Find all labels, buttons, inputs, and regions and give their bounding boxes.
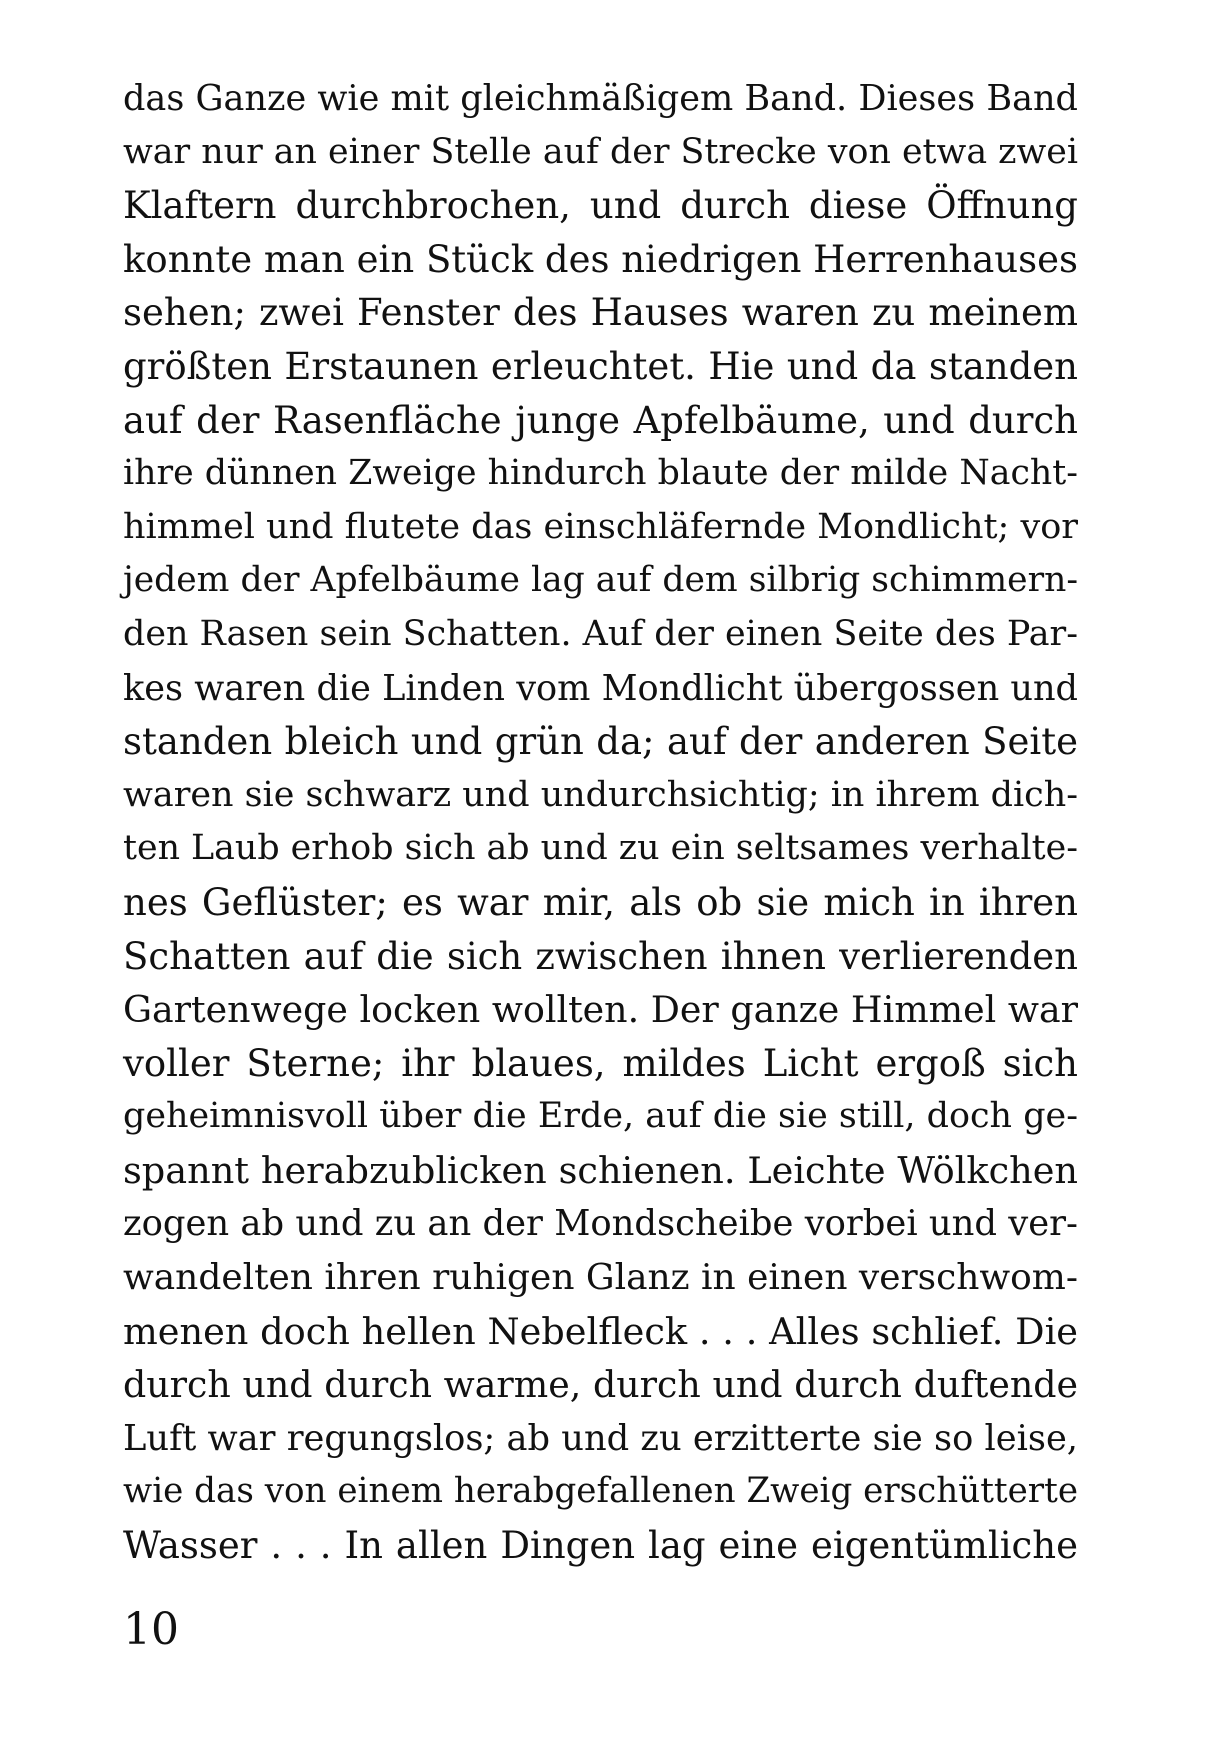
text-line: konnte man ein Stück des niedrigen Herrenhauses	[123, 237, 1079, 281]
text-line: durch und durch warme, durch und durch duftende	[123, 1363, 1078, 1407]
text-line: menen doch hellen Nebelfleck . . . Alles schlief. Die	[123, 1309, 1078, 1353]
text-line: spannt herabzublicken schienen. Leichte Wölkchen	[123, 1148, 1078, 1192]
text-line: jedem der Apfelbäume lag auf dem silbrig schimmern-	[123, 560, 1078, 601]
text-line: Luft war regungslos; ab und zu erzitterte sie so leise,	[123, 1417, 1078, 1459]
text-line: auf der Rasenfläche junge Apfelbäume, und durch	[123, 398, 1078, 442]
text-line: größten Erstaunen erleuchtet. Hie und da standen	[123, 344, 1078, 388]
text-line: Gartenwege locken wollten. Der ganze Himmel war	[123, 988, 1078, 1032]
text-line: himmel und flutete das einschläfernde Mondlicht; vor	[123, 506, 1078, 547]
text-line: standen bleich und grün da; auf der anderen Seite	[123, 720, 1078, 764]
text-line: kes waren die Linden vom Mondlicht übergossen und	[123, 667, 1078, 709]
text-line: wie das von einem herabgefallenen Zweig erschütterte	[123, 1471, 1078, 1512]
text-line: ten Laub erhob sich ab und zu ein seltsames verhalte-	[123, 828, 1078, 869]
text-line: sehen; zwei Fenster des Hauses waren zu meinem	[123, 291, 1078, 335]
text-line: ihre dünnen Zweige hindurch blaute der milde Nacht-	[123, 453, 1078, 494]
text-line: war nur an einer Stelle auf der Strecke von etwa zwei	[123, 131, 1078, 172]
text-line: geheimnisvoll über die Erde, auf die sie still, doch ge-	[123, 1096, 1078, 1137]
page-number: 10	[123, 1604, 179, 1655]
text-line: das Ganze wie mit gleichmäßigem Band. Dieses Band	[123, 78, 1078, 119]
text-line: zogen ab und zu an der Mondscheibe vorbei und ver-	[123, 1203, 1078, 1245]
text-line: wandelten ihren ruhigen Glanz in einen verschwom-	[123, 1257, 1078, 1299]
body-text	[123, 72, 1078, 1573]
text-line: waren sie schwarz und undurchsichtig; in ihrem dich-	[123, 774, 1078, 815]
text-line: Klaftern durchbrochen, und durch diese Öffnung	[123, 184, 1078, 228]
text-line: den Rasen sein Schatten. Auf der einen Seite des Par-	[123, 613, 1078, 654]
text-line: Wasser . . . In allen Dingen lag eine eigentümliche	[123, 1524, 1078, 1568]
text-line: nes Geflüster; es war mir, als ob sie mich in ihren	[123, 880, 1078, 924]
text-line: voller Sterne; ihr blaues, mildes Licht ergoß sich	[123, 1041, 1078, 1085]
text-line: Schatten auf die sich zwischen ihnen verlierenden	[123, 934, 1078, 978]
